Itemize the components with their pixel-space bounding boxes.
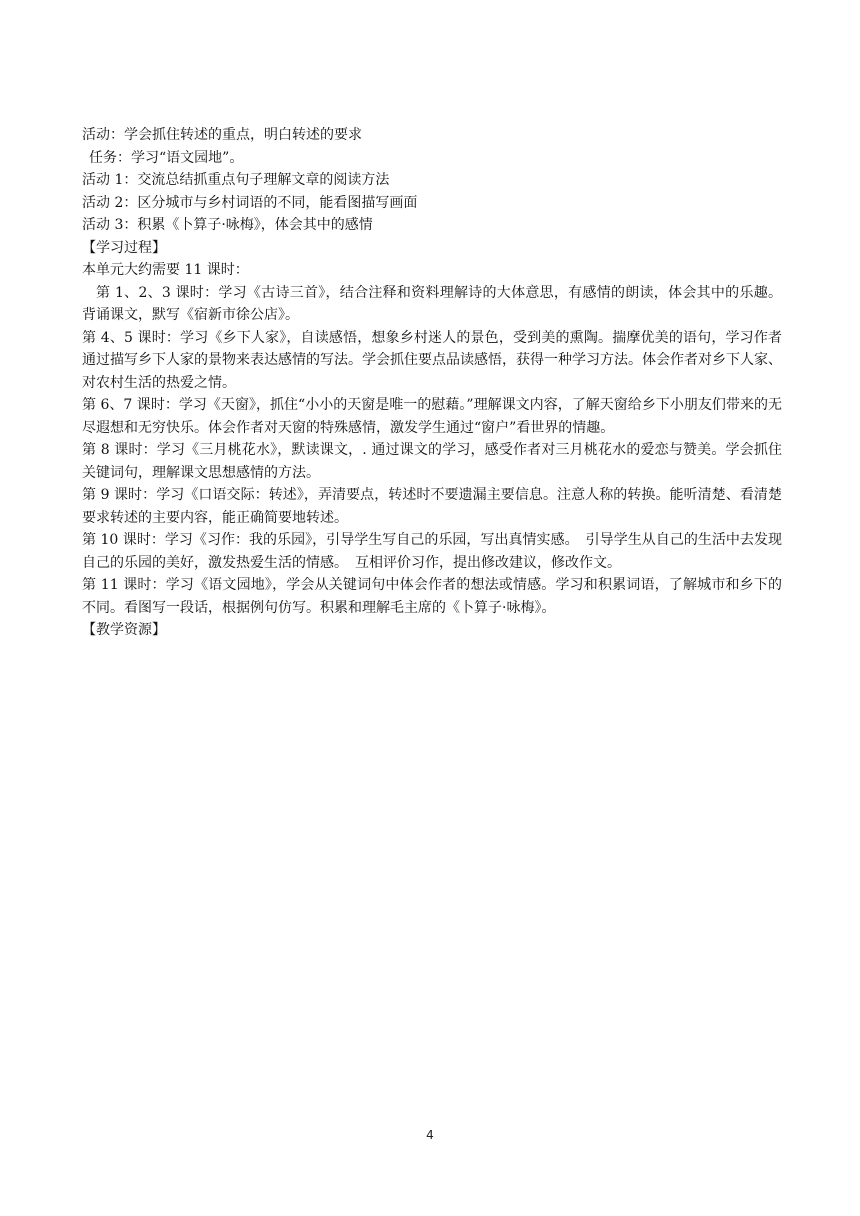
page-number: 4 [426, 1128, 434, 1142]
lesson-10-paragraph: 第 10 课时：学习《习作：我的乐园》，引导学生写自己的乐园，写出真情实感。 引导学生从自己的生活中去发现自己的乐园的美好，激发热爱生活的情感。 互相评价习作，提出修改建议，修改作文。 [82, 532, 782, 571]
activity-retell-line: 活动：学会抓住转述的重点，明白转述的要求 [82, 127, 362, 143]
task-garden-line: 任务：学习“语文园地”。 [89, 149, 244, 166]
lesson-4-5-paragraph: 第 4、5 课时：学习《乡下人家》，自读感悟，想象乡村迷人的景色，受到美的熏陶。揣摩优美的语句，学习作者通过描写乡下人家的景物来表达感情的写法。学会抓住要点品读感悟，获得一种学习方法。体会作者对乡下人家、对农村生活的热爱之情。 [82, 329, 782, 391]
lesson-9-paragraph: 第 9 课时：学习《口语交际：转述》，弄清要点，转述时不要遗漏主要信息。注意人称的转换。能听清楚、看清楚要求转述的主要内容，能正确简要地转述。 [82, 487, 782, 526]
teaching-resources-heading: 【教学资源】 [82, 622, 166, 638]
lesson-1-3-paragraph: 第 1、2、3 课时：学习《古诗三首》，结合注释和资料理解诗的大体意思，有感情的朗读，体会其中的乐趣。背诵课文，默写《宿新市徐公店》。 [82, 284, 782, 323]
activity-3-line: 活动 3：积累《卜算子·咏梅》，体会其中的感情 [82, 217, 373, 233]
activity-1-line: 活动 1：交流总结抓重点句子理解文章的阅读方法 [82, 172, 390, 188]
lesson-8-paragraph: 第 8 课时：学习《三月桃花水》，默读课文，. 通过课文的学习，感受作者对三月桃花水的爱恋与赞美。学会抓住关键词句，理解课文思想感情的方法。 [82, 442, 782, 481]
lesson-11-paragraph: 第 11 课时：学习《语文园地》，学会从关键词句中体会作者的想法或情感。学习和积累词语，了解城市和乡下的不同。看图写一段话，根据例句仿写。积累和理解毛主席的《卜算子·咏梅》。 [82, 577, 782, 616]
document-body [82, 124, 782, 642]
learning-process-heading: 【学习过程】 [82, 239, 166, 256]
unit-intro-line: 本单元大约需要 11 课时： [82, 262, 249, 278]
lesson-6-7-paragraph: 第 6、7 课时：学习《天窗》，抓住“小小的天窗是唯一的慰藉。”理解课文内容，了解天窗给乡下小朋友们带来的无尽遐想和无穷快乐。体会作者对天窗的特殊感情，激发学生通过“窗户”看世界的情趣。 [82, 397, 782, 436]
activity-2-line: 活动 2：区分城市与乡村词语的不同，能看图描写画面 [82, 194, 418, 211]
